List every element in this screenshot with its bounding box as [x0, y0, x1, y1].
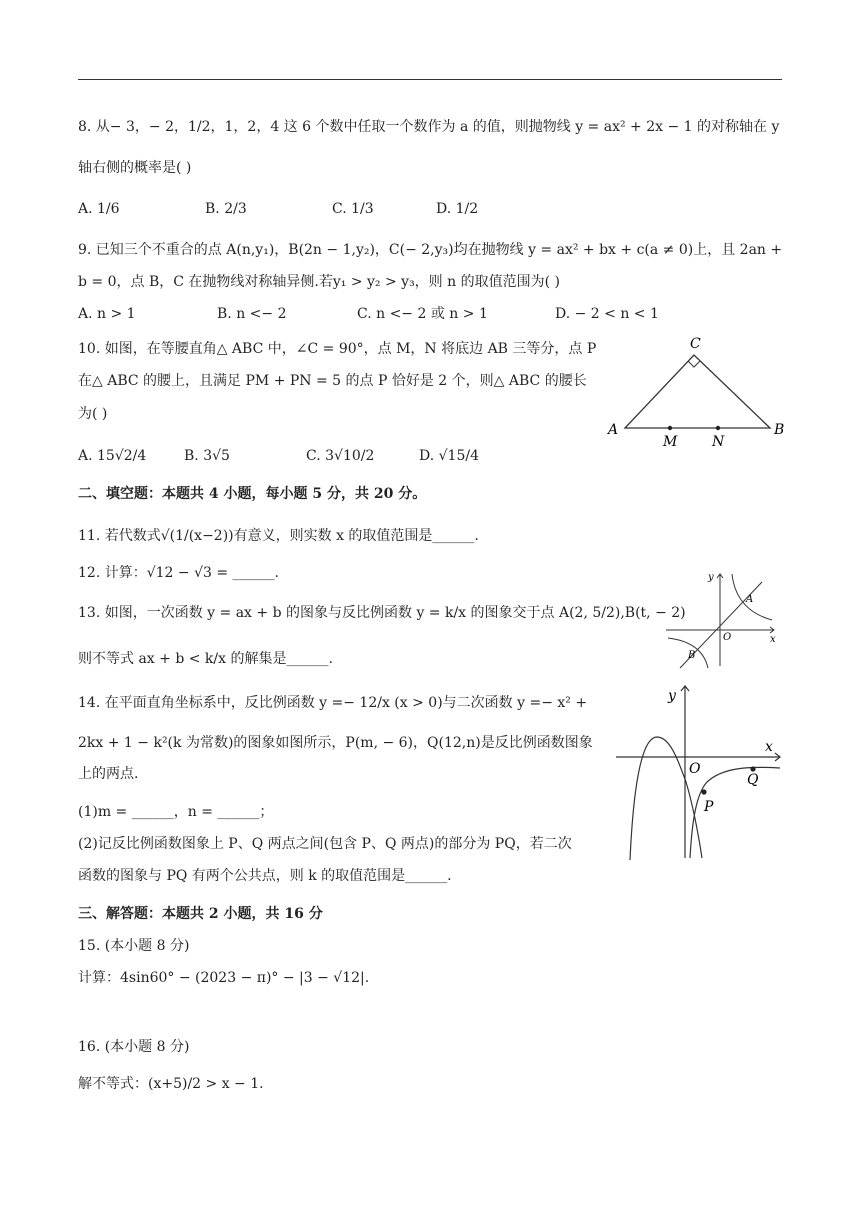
q10-line3: 为( )	[78, 406, 108, 422]
q9-option-b: B. n <− 2	[217, 306, 287, 322]
q9-line1: 9. 已知三个不重合的点 A(n,y₁)，B(2n − 1,y₂)，C(− 2,y₃)均在抛物线 y = ax² + bx + c(a ≠ 0)上，且 2an +	[78, 242, 783, 258]
label-c: C	[690, 336, 701, 352]
point-p-label: P	[704, 799, 714, 815]
q13-graph-figure	[662, 568, 780, 670]
q10-line1: 10. 如图，在等腰直角△ ABC 中，∠C = 90°，点 M，N 将底边 AB 三等分，点 P	[78, 341, 597, 357]
axis-x-label: x	[770, 634, 776, 645]
q11-text: 11. 若代数式√(1/(x−2))有意义，则实数 x 的取值范围是______.	[78, 528, 479, 544]
q13-line1: 13. 如图，一次函数 y = ax + b 的图象与反比例函数 y = k/x 的图象交于点 A(2, 5/2),B(t, − 2)	[78, 605, 686, 621]
point-q-label: Q	[747, 772, 759, 788]
q10-option-a: A. 15√2/4	[78, 448, 147, 464]
axis-y-label: y	[708, 572, 714, 583]
q14-line3: 上的两点.	[78, 766, 139, 782]
q15-heading: 15. (本小题 8 分)	[78, 938, 190, 954]
label-m: M	[663, 434, 678, 450]
origin-label: O	[689, 761, 701, 777]
q14-graph-figure	[612, 682, 784, 862]
point-b-label: B	[688, 650, 696, 661]
q10-line2: 在△ ABC 的腰上，且满足 PM + PN = 5 的点 P 恰好是 2 个，则△ ABC 的腰长	[78, 373, 587, 389]
top-rule	[78, 79, 782, 80]
label-n: N	[712, 434, 725, 450]
q14-line2: 2kx + 1 − k²(k 为常数)的图象如图所示，P(m, − 6)，Q(12,n)是反比例函数图象	[78, 735, 593, 751]
q8-option-b: B. 2/3	[205, 201, 247, 217]
q14-line1: 14. 在平面直角坐标系中，反比例函数 y =− 12/x (x > 0)与二次函数 y =− x² +	[78, 695, 588, 711]
label-a: A	[608, 422, 619, 438]
q9-line2: b = 0，点 B，C 在抛物线对称轴异侧.若y₁ > y₂ > y₃，则 n 的取值范围为( )	[78, 274, 560, 290]
q16-heading: 16. (本小题 8 分)	[78, 1039, 190, 1055]
q14-line4: (1)m = ______，n = ______；	[78, 804, 274, 820]
q15-body: 计算：4sin60° − (2023 − π)° − |3 − √12|.	[78, 970, 370, 986]
section-2-heading: 二、填空题：本题共 4 小题，每小题 5 分，共 20 分。	[78, 486, 427, 502]
q14-line6: 函数的图象与 PQ 有两个公共点，则 k 的取值范围是______.	[78, 868, 452, 884]
q9-option-d: D. − 2 < n < 1	[555, 306, 659, 322]
q14-line5: (2)记反比例函数图象上 P、Q 两点之间(包含 P、Q 两点)的部分为 PQ，若二次	[78, 836, 572, 852]
triangle-figure	[600, 330, 790, 455]
axis-y-label: y	[668, 688, 676, 704]
point-a-label: A	[746, 594, 754, 605]
q13-line2: 则不等式 ax + b < k/x 的解集是______.	[78, 651, 333, 667]
section-3-heading: 三、解答题：本题共 2 小题，共 16 分	[78, 906, 323, 922]
q9-option-a: A. n > 1	[78, 306, 136, 322]
label-b: B	[774, 422, 785, 438]
axis-x-label: x	[765, 739, 773, 755]
q10-option-c: C. 3√10/2	[306, 448, 375, 464]
q12-text: 12. 计算：√12 − √3 = ______.	[78, 565, 279, 581]
q8-option-a: A. 1/6	[78, 201, 120, 217]
q10-option-d: D. √15/4	[419, 448, 479, 464]
q8-option-c: C. 1/3	[332, 201, 374, 217]
q8-line2: 轴右侧的概率是( )	[78, 160, 192, 176]
q9-option-c: C. n <− 2 或 n > 1	[357, 306, 488, 322]
q16-body: 解不等式：(x+5)/2 > x − 1.	[78, 1076, 264, 1092]
q8-line1: 8. 从− 3，− 2，1/2，1，2，4 这 6 个数中任取一个数作为 a 的值，则抛物线 y = ax² + 2x − 1 的对称轴在 y	[78, 119, 780, 135]
q10-option-b: B. 3√5	[184, 448, 230, 464]
origin-label: O	[723, 632, 732, 643]
q8-option-d: D. 1/2	[436, 201, 479, 217]
